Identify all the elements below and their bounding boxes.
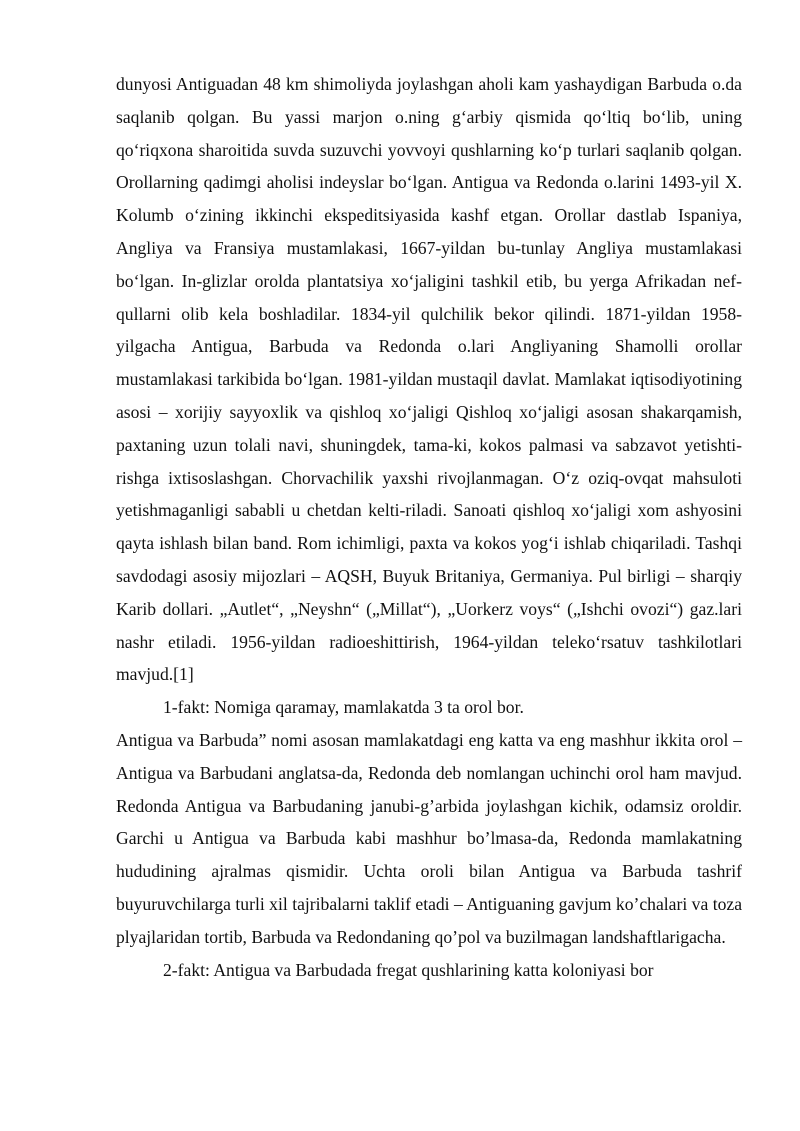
- document-page: [116, 68, 742, 986]
- paragraph-fact-1: Antigua va Barbuda” nomi asosan mamlakatdagi eng katta va eng mashhur ikkita orol – Antigua va Barbudani anglatsa-da, Redonda deb nomlangan uchinchi orol ham mavjud. Redonda Antigua va Barbudaning janubi-g’arbida joylashgan kichik, odamsiz oroldir. Garchi u Antigua va Barbuda kabi mashhur bo’lmasa-da, Redonda mamlakatning hududining ajralmas qismidir. Uchta oroli bilan Antigua va Barbuda tashrif buyuruvchilarga turli xil tajribalarni taklif etadi – Antiguaning gavjum ko’chalari va toza plyajlaridan tortib, Barbuda va Redondaning qo’pol va buzilmagan landshaftlarigacha.: [116, 729, 742, 947]
- fact-1-heading: 1-fakt: Nomiga qaramay, mamlakatda 3 ta orol bor.: [163, 697, 524, 718]
- paragraph-history: dunyosi Antiguadan 48 km shimoliyda joylashgan aholi kam yashaydigan Barbuda o.da saqlanib qolgan. Bu yassi marjon o.ning g‘arbiy qismida qo‘ltiq bo‘lib, uning qo‘riqxona sharoitida suvda suzuvchi yovvoyi qushlarning ko‘p turlari saqlanib qolgan. Orollarning qadimgi aholisi indeyslar bo‘lgan. Antigua va Redonda o.larini 1493-yil X. Kolumb o‘zining ikkinchi ekspeditsiyasida kashf etgan. Orollar dastlab Ispaniya, Angliya va Fransiya mustamlakasi, 1667-yildan bu-tunlay Angliya mustamlakasi bo‘lgan. In-glizlar orolda plantatsiya xo‘jaligini tashkil etib, bu yerga Afrikadan nef-qullarni olib kela boshladilar. 1834-yil qulchilik bekor qilindi. 1871-yildan 1958-yilgacha Antigua, Barbuda va Redonda o.lari Angliyaning Shamolli orollar mustamlakasi tarkibida bo‘lgan. 1981-yildan mustaqil davlat. Mamlakat iqtisodiyotining asosi – xorijiy sayyoxlik va qishloq xo‘jaligi Qishloq xo‘jaligi asosan shakarqamish, paxtaning uzun tolali navi, shuningdek, tama-ki, kokos palmasi va sabzavot yetishti-rishga ixtisoslashgan. Chorvachilik yaxshi rivojlanmagan. O‘z oziq-ovqat mahsuloti yetishmaganligi sababli u chetdan kelti-riladi. Sanoati qishloq xo‘jaligi xom ashyosini qayta ishlash bilan band. Rom ichimligi, paxta va kokos yog‘i ishlab chiqariladi. Tashqi savdodagi asosiy mijozlari – AQSH, Buyuk Britaniya, Germaniya. Pul birligi – sharqiy Karib dollari. „Autlet“, „Neyshn“ („Millat“), „Uorkerz voys“ („Ishchi ovozi“) gaz.lari nashr etiladi. 1956-yildan radioeshittirish, 1964-yildan teleko‘rsatuv tashkilotlari mavjud.[1]: [116, 74, 742, 685]
- fact-2-heading: 2-fakt: Antigua va Barbudada fregat qushlarining katta koloniyasi bor: [163, 959, 654, 980]
